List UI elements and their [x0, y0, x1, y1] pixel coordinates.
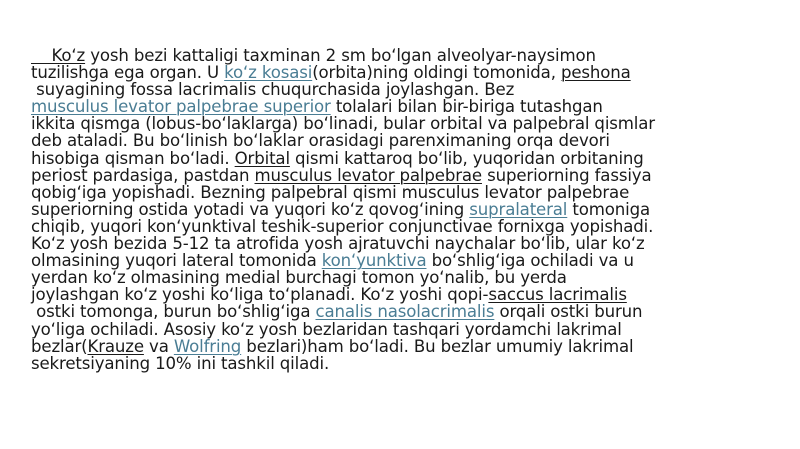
term-peshona: peshona [560, 63, 631, 83]
link-supralateral[interactable]: supralateral [469, 199, 568, 219]
text-line: bezlar(Krauze va Wolfring bezlari)ham bo‘ladi. Bu bezlar umumiy lakrimal [31, 336, 634, 356]
text-line: musculus levator palpebrae superior tolalari bilan bir-biriga tutashgan [31, 97, 603, 117]
text-line: ikkita qismga (lobus-bo‘laklarga) bo‘linadi, bular orbital va palpebral qismlar [31, 114, 655, 134]
text-line: chiqib, yuqori kon‘yunktival teshik-superior conjunctivae fornixga yopishadi. [31, 216, 654, 236]
text-line: olmasining yuqori lateral tomonida kon‘yunktiva bo‘shlig‘iga ochiladi va u [31, 251, 634, 271]
text-line: ostki tomonga, burun bo‘shlig‘iga canalis nasolacrimalis orqali ostki burun [31, 302, 643, 322]
link-koz-kosasi[interactable]: ko‘z kosasi [224, 63, 313, 83]
body-text [31, 47, 771, 372]
text-line: superiorning ostida yotadi va yuqori ko‘z qovog‘ining supralateral tomoniga [31, 199, 650, 219]
link-konyunktiva[interactable]: kon‘yunktiva [321, 251, 427, 271]
text-line: deb ataladi. Bu bo‘linish bo‘laklar orasidagi parenximaning orqa devori [31, 131, 610, 151]
text-line: qobig‘iga yopishadi. Bezning palpebral qismi musculus levator palpebrae [31, 182, 630, 202]
link-musculus-levator[interactable]: musculus levator palpebrae superior [31, 97, 331, 117]
term-saccus-lacrimalis: saccus lacrimalis [488, 285, 627, 305]
term-orbital: Orbital [234, 148, 290, 168]
text-line: yo‘liga ochiladi. Asosiy ko‘z yosh bezlaridan tashqari yordamchi lakrimal [31, 319, 622, 339]
text-line: Ko‘z yosh bezida 5-12 ta atrofida yosh ajratuvchi naychalar bo‘lib, ular ko‘z [31, 234, 645, 254]
term-koz: Ko‘z [31, 46, 86, 65]
term-krauze: Krauze [87, 336, 144, 356]
text-line: yerdan ko‘z olmasining medial burchagi tomon yo‘nalib, bu yerda [31, 268, 567, 288]
link-wolfring[interactable]: Wolfring [173, 336, 242, 356]
link-canalis-nasolacrimalis[interactable]: canalis nasolacrimalis [315, 302, 495, 322]
term-musculus-levator-palpebrae: musculus levator palpebrae [254, 165, 482, 185]
text-line: joylashgan ko‘z yoshi ko‘liga to‘planadi. Ko‘z yoshi qopi-saccus lacrimalis [31, 285, 627, 305]
text-line: Ko‘z yosh bezi kattaligi taxminan 2 sm bo‘lgan alveolyar-naysimon [31, 46, 596, 65]
paragraph [31, 47, 771, 372]
text-line: suyagining fossa lacrimalis chuqurchasida joylashgan. Bez [31, 80, 515, 100]
text-line: sekretsiyaning 10% ini tashkil qiladi. [31, 353, 330, 373]
text-line: periost pardasiga, pastdan musculus levator palpebrae superiorning fassiya [31, 165, 652, 185]
text-line: tuzilishga ega organ. U ko‘z kosasi(orbita)ning oldingi tomonida, peshona [31, 63, 631, 83]
text-line: hisobiga qisman bo‘ladi. Orbital qismi kattaroq bo‘lib, yuqoridan orbitaning [31, 148, 644, 168]
